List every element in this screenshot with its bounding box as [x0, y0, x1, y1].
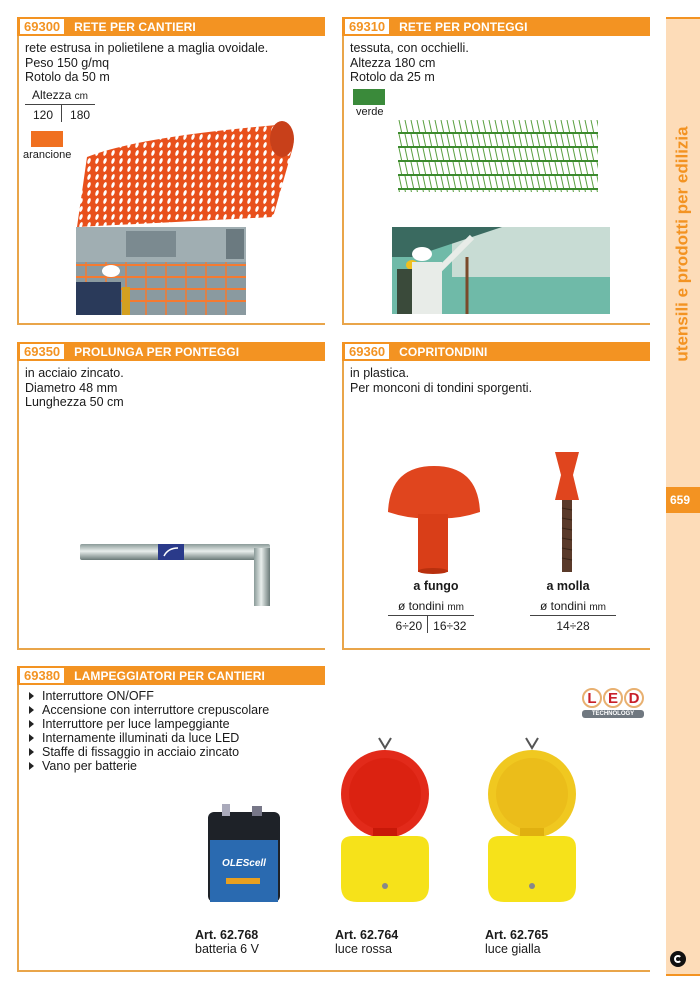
table-cell: 14÷28 — [556, 619, 590, 633]
product-description — [350, 41, 469, 85]
feature-item — [27, 745, 269, 759]
table-cell: 120 — [33, 108, 54, 122]
mushroom-cap-image — [386, 464, 482, 574]
product-header — [342, 342, 650, 361]
product-description — [25, 366, 124, 410]
product-69360 — [342, 342, 650, 650]
led-sub-label: TECHNOLOGY — [582, 710, 644, 718]
table-header — [25, 88, 95, 105]
product-header — [17, 342, 325, 361]
feature-text: Interruttore ON/OFF — [42, 689, 154, 703]
table-cell: 16÷32 — [427, 616, 471, 633]
article-battery — [195, 928, 259, 956]
product-code: 69300 — [19, 18, 65, 35]
feature-list — [27, 689, 269, 773]
product-code: 69360 — [344, 343, 390, 360]
bullet-triangle-icon — [29, 692, 34, 700]
feature-item — [27, 731, 269, 745]
product-69310 — [342, 17, 650, 325]
table-header — [388, 599, 474, 616]
color-swatch-green — [353, 89, 385, 105]
feature-item — [27, 759, 269, 773]
bullet-triangle-icon — [29, 748, 34, 756]
desc-line: Rotolo da 50 m — [25, 70, 110, 84]
desc-line: Per monconi di tondini sporgenti. — [350, 380, 533, 395]
category-label-wrap — [666, 19, 700, 469]
feature-text: Interruttore per luce lampeggiante — [42, 717, 230, 731]
article-number: Art. 62.765 — [485, 928, 549, 942]
product-header — [17, 17, 325, 36]
desc-line: Lunghezza 50 cm — [25, 395, 124, 409]
color-label: arancione — [23, 149, 72, 161]
desc-line: rete estrusa in polietilene a maglia ovoidale. — [25, 41, 269, 55]
desc-line: tessuta, con occhielli. — [350, 41, 469, 55]
table-unit: mm — [447, 602, 465, 613]
product-code: 69380 — [19, 667, 65, 684]
feature-text: Internamente illuminati da luce LED — [42, 731, 240, 745]
product-code: 69310 — [344, 18, 390, 35]
feature-text: Accensione con interruttore crepuscolare — [42, 703, 270, 717]
article-label: luce gialla — [485, 942, 541, 956]
page-number: 659 — [666, 487, 700, 513]
variant-table-fungo — [388, 599, 474, 633]
feature-text: Vano per batterie — [42, 759, 137, 773]
article-yellow-lamp — [485, 928, 548, 956]
product-description — [25, 41, 268, 85]
table-row — [530, 616, 616, 633]
product-title: RETE PER PONTEGGI — [399, 19, 528, 34]
led-letter: E — [603, 688, 623, 708]
scaffold-extension-pipe-image — [76, 538, 276, 606]
table-header-label: ø tondini — [539, 599, 586, 613]
product-69350 — [17, 342, 325, 650]
red-warning-lamp-image — [337, 736, 433, 904]
product-title: LAMPEGGIATORI PER CANTIERI — [74, 668, 265, 683]
led-letters — [579, 688, 647, 708]
product-69300 — [17, 17, 325, 325]
article-label: luce rossa — [335, 942, 392, 956]
product-description — [350, 366, 532, 395]
feature-item — [27, 689, 269, 703]
product-code: 69350 — [19, 343, 65, 360]
bullet-triangle-icon — [29, 734, 34, 742]
battery-image — [206, 802, 282, 902]
table-unit: mm — [589, 602, 607, 613]
feature-text: Staffe di fissaggio in acciaio zincato — [42, 745, 240, 759]
variant-name: a molla — [546, 579, 590, 593]
table-cell: 180 — [61, 105, 98, 122]
bullet-triangle-icon — [29, 762, 34, 770]
product-header — [342, 17, 650, 36]
green-net-image — [398, 120, 598, 192]
desc-line: Peso 150 g/mq — [25, 55, 110, 70]
table-row — [388, 616, 474, 633]
product-title: RETE PER CANTIERI — [74, 19, 196, 34]
desc-line: Altezza 180 cm — [350, 55, 436, 70]
variant-name: a fungo — [413, 579, 459, 593]
product-title: PROLUNGA PER PONTEGGI — [74, 344, 240, 359]
led-letter: D — [624, 688, 644, 708]
bullet-triangle-icon — [29, 706, 34, 714]
feature-item — [27, 717, 269, 731]
construction-site-photo — [76, 227, 246, 315]
c-logo-icon — [670, 951, 686, 967]
color-swatch-orange — [31, 131, 63, 147]
svg-text:OLEScell: OLEScell — [222, 858, 266, 869]
table-header-label: ø tondini — [397, 599, 444, 613]
variant-table-molla — [530, 599, 616, 633]
led-technology-badge — [579, 688, 647, 726]
article-label: batteria 6 V — [195, 942, 259, 956]
spring-cap-image — [552, 450, 582, 574]
orange-net-roll-image — [77, 117, 297, 227]
article-red-lamp — [335, 928, 398, 956]
category-label: utensili e prodotti per edilizia — [673, 126, 693, 362]
table-unit: cm — [74, 91, 89, 102]
table-header-label: Altezza — [31, 88, 72, 102]
bullet-triangle-icon — [29, 720, 34, 728]
desc-line: in plastica. — [350, 366, 410, 380]
article-number: Art. 62.764 — [335, 928, 399, 942]
yellow-warning-lamp-image — [484, 736, 580, 904]
desc-line: Rotolo da 25 m — [350, 70, 435, 84]
category-sidebar — [666, 17, 700, 976]
led-letter: L — [582, 688, 602, 708]
product-title: COPRITONDINI — [399, 344, 488, 359]
scaffolding-photo — [392, 227, 610, 314]
feature-item — [27, 703, 269, 717]
product-header — [17, 666, 325, 685]
desc-line: in acciaio zincato. — [25, 366, 124, 380]
article-number: Art. 62.768 — [195, 928, 259, 942]
color-label: verde — [356, 106, 384, 118]
product-69380 — [17, 666, 650, 972]
table-header — [530, 599, 616, 616]
desc-line: Diametro 48 mm — [25, 380, 118, 395]
table-cell: 6÷20 — [395, 619, 423, 633]
